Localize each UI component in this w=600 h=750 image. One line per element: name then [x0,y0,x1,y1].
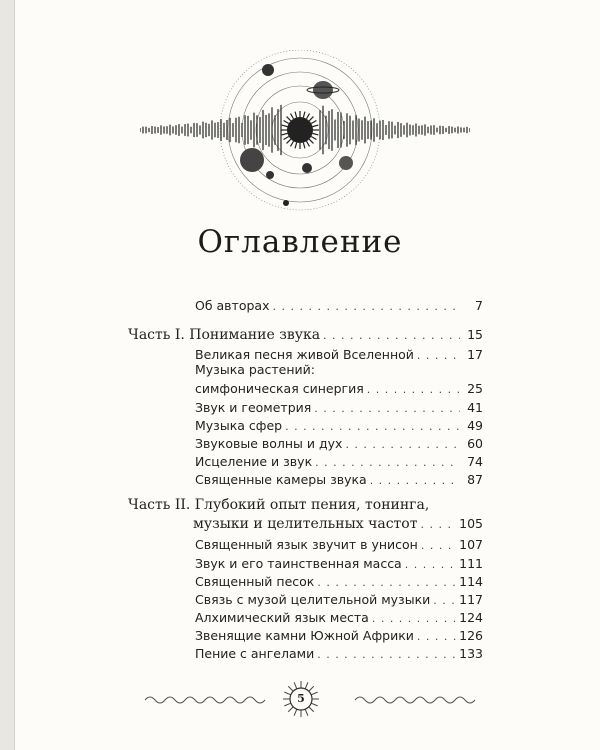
toc-entry-page: 60 [467,436,483,451]
toc-part-label: Часть I. Понимание звука [128,327,321,343]
dot-leader [272,300,460,313]
sun-wave-ornament-icon [140,670,480,720]
dot-leader [367,383,460,396]
toc-entry-label: Великая песня живой Вселенной [195,347,414,362]
dot-leader [285,420,460,433]
dot-leader [405,558,456,571]
toc-entry-label: Священные камеры звука [195,472,367,487]
toc-entry-page: 74 [467,454,483,469]
dot-leader [314,402,460,415]
dot-leader [317,576,456,589]
toc-entry-page: 17 [467,347,483,362]
toc-entry-label: Звук и его таинственная масса [195,556,402,571]
toc-entry[interactable] [195,436,483,454]
toc-entry-page: 133 [459,646,483,661]
toc-entry[interactable] [195,472,483,490]
toc-entry-label-line1: Музыка растений: [195,362,315,377]
toc-part-label-line1: Часть II. Глубокий опыт пения, тонинга, [128,497,430,513]
toc-entry[interactable] [195,646,483,664]
dot-leader [317,648,456,661]
page-number: 5 [297,692,305,705]
toc-entry-label: Исцеление и звук [195,454,313,469]
toc-entry-label: Звенящие камни Южной Африки [195,628,414,643]
dot-leader [417,630,456,643]
toc-entry[interactable] [195,610,483,628]
toc-entry[interactable] [195,454,483,472]
toc-entry-label: Алхимический язык места [195,610,369,625]
toc-part-label: музыки и целительных частот [193,516,418,532]
toc-entry-page: 111 [459,556,483,571]
toc-entry-label: Звук и геометрия [195,400,312,415]
dot-leader [420,518,456,531]
dot-leader [417,349,460,362]
dot-leader [370,474,460,487]
toc-entry-page: 87 [467,472,483,487]
page-title: Оглавление [197,224,403,260]
dot-leader [315,456,460,469]
toc-entry-page: 7 [475,298,483,313]
toc-entry-label: Звуковые волны и дух [195,436,343,451]
toc-entry[interactable] [195,556,483,574]
toc-entry-page: 124 [459,610,483,625]
dot-leader [433,594,456,607]
dot-leader [345,438,460,451]
toc-entry-about[interactable] [195,298,483,316]
toc-entry[interactable] [195,574,483,592]
toc-entry-page: 41 [467,400,483,415]
toc-entry-page: 117 [459,592,483,607]
page-spine-edge [0,0,15,750]
toc-entry-label: Пение с ангелами [195,646,315,661]
toc-entry-label: Связь с музой целительной музыки [195,592,431,607]
dot-leader [372,612,456,625]
toc-part-1[interactable] [128,327,483,343]
toc-entry-page: 126 [459,628,483,643]
toc-entry-label: Священный песок [195,574,315,589]
toc-entry[interactable] [195,418,483,436]
toc-entry[interactable] [195,381,483,399]
dot-leader [323,329,460,342]
toc-part-2[interactable] [193,516,483,532]
toc-entry[interactable] [195,537,483,555]
dot-leader [421,539,456,552]
toc-entry-page: 107 [459,537,483,552]
toc-entry-label: симфоническая синергия [195,381,364,396]
toc-entry-label: Об авторах [195,298,270,313]
toc-entry-label: Священный язык звучит в унисон [195,537,418,552]
toc-entry[interactable] [195,592,483,610]
toc-entry-page: 114 [459,574,483,589]
toc-part-page: 15 [467,327,483,342]
toc-entry-page: 25 [467,381,483,396]
toc-entry-page: 49 [467,418,483,433]
toc-part-page: 105 [459,516,483,531]
toc-entry[interactable] [195,628,483,646]
solar-system-sound-wave-icon [140,50,470,215]
toc-entry[interactable] [195,400,483,418]
toc-entry-label: Музыка сфер [195,418,283,433]
